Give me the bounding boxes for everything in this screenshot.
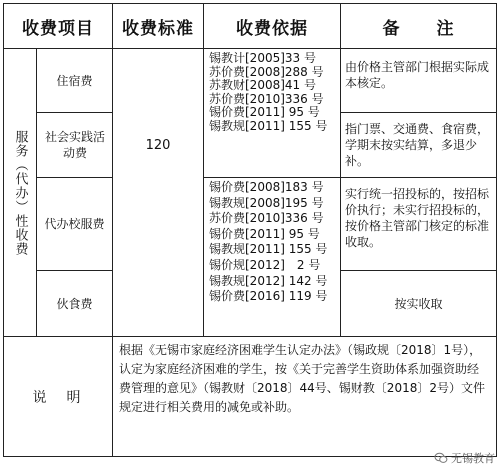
basis-line: 锡价规[2012] 2 号 bbox=[209, 257, 321, 272]
basis-line: 苏价费[2010]336 号 bbox=[209, 91, 324, 106]
watermark bbox=[434, 450, 495, 466]
header-fee-item: 收费项目 bbox=[22, 18, 94, 39]
basis-line: 锡价费[2016] 119 号 bbox=[209, 289, 328, 304]
explanation-label: 说 明 bbox=[32, 389, 84, 406]
basis-list-top bbox=[209, 52, 337, 175]
basis-line: 锡教规[2008]195 号 bbox=[209, 195, 324, 210]
service-fee-label: 服务（代办）性收费 bbox=[12, 129, 28, 256]
item-accommodation: 住宿费 bbox=[56, 73, 93, 88]
explanation-text: 根据《无锡市家庭经济困难学生认定办法》（锡政规〔2018〕1号），认定为家庭经济困难的学生，按《关于完善学生资助体系加强资助经费管理的意见》（锡教财〔2018〕44号、锡财教〔2018〕2号）文件规定进行相关费用的减免或补助。 bbox=[119, 343, 485, 414]
basis-line: 苏价费[2010]336 号 bbox=[209, 211, 324, 226]
basis-line: 苏教财[2008]41 号 bbox=[209, 78, 316, 93]
standard-social-practice: 120 bbox=[145, 137, 171, 153]
basis-line: 苏价费[2008]288 号 bbox=[209, 64, 324, 79]
basis-line: 锡教规[2011] 155 号 bbox=[209, 118, 328, 133]
remark-meals: 按实收取 bbox=[394, 296, 443, 311]
header-fee-basis: 收费依据 bbox=[236, 18, 308, 39]
header-fee-standard: 收费标准 bbox=[122, 18, 194, 39]
watermark-text: 无锡教育 bbox=[451, 452, 495, 465]
basis-line: 锡教计[2005]33 号 bbox=[209, 51, 316, 65]
item-agency-uniform: 代办校服费 bbox=[44, 217, 105, 231]
basis-line: 锡教规[2012] 142 号 bbox=[209, 273, 328, 288]
item-meals: 伙食费 bbox=[56, 296, 93, 311]
header-remarks: 备 注 bbox=[382, 18, 455, 39]
basis-list-bottom bbox=[209, 180, 337, 334]
basis-line: 锡教规[2011] 155 号 bbox=[209, 242, 328, 257]
item-social-practice: 社会实践活动费 bbox=[44, 130, 105, 160]
fee-table bbox=[3, 3, 497, 457]
remark-social-practice: 指门票、交通费、食宿费，学期末按实结算，多退少补。 bbox=[345, 122, 490, 168]
basis-line: 锡价费[2011] 95 号 bbox=[209, 105, 320, 120]
basis-line: 锡价费[2008]183 号 bbox=[209, 180, 324, 194]
wechat-icon bbox=[434, 451, 448, 465]
basis-line: 锡价费[2011] 95 号 bbox=[209, 226, 320, 241]
remark-accommodation: 由价格主管部门根据实际成本核定。 bbox=[345, 60, 490, 90]
remark-agency-uniform: 实行统一招投标的，按招标价执行；未实行招投标的，按价格主管部门核定的标准收取。 bbox=[345, 187, 490, 249]
